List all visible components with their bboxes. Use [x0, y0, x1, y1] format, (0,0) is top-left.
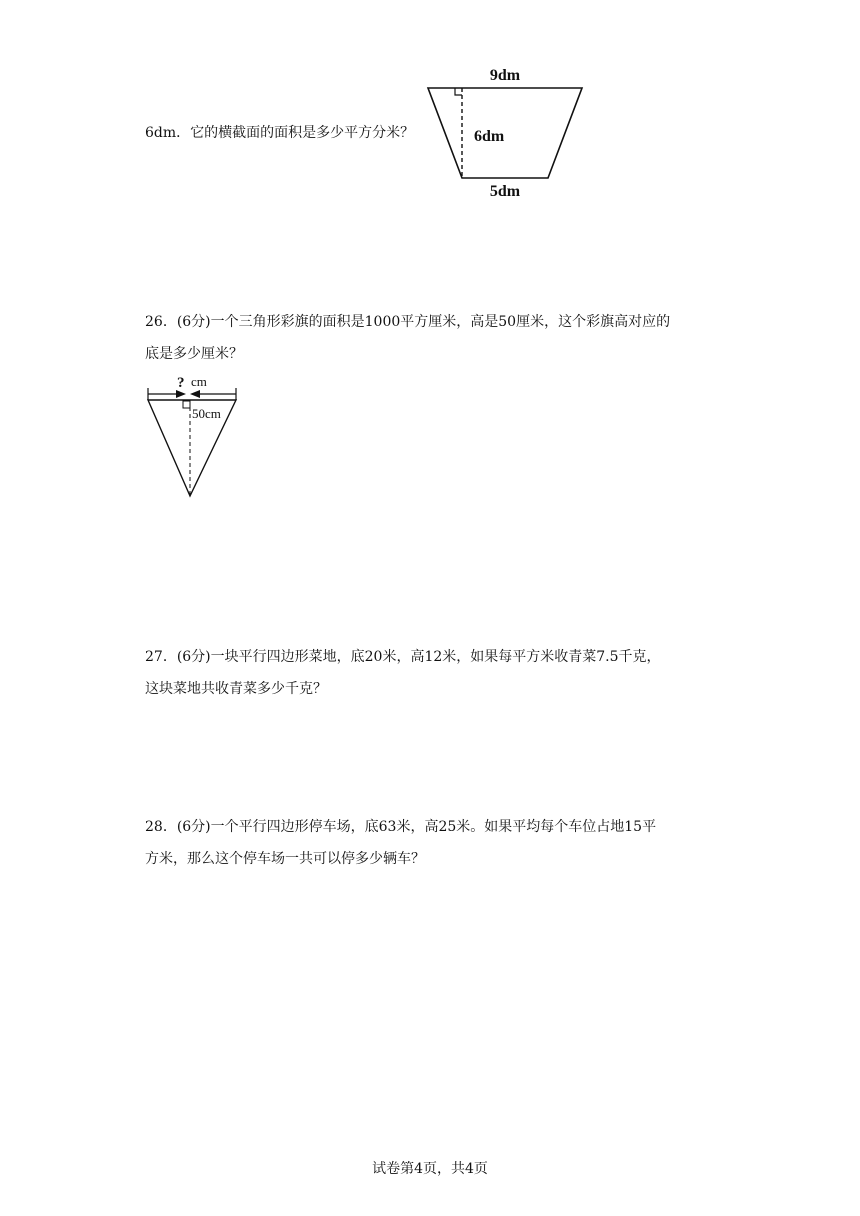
- unknown-base-mark: ?: [177, 375, 185, 391]
- question-28-line-2: 方米，那么这个停车场一共可以停多少辆车？: [145, 851, 425, 867]
- question-28-line-1: 28．(6分)一个平行四边形停车场，底63米，高25米。如果平均每个车位占地15平: [145, 819, 657, 835]
- question-26-line-1: 26．(6分)一个三角形彩旗的面积是1000平方厘米，高是50厘米，这个彩旗高对应的: [145, 314, 671, 330]
- triangle-flag-figure: [140, 370, 250, 505]
- question-27-line-1: 27．(6分)一块平行四边形菜地，底20米，高12米，如果每平方米收青菜7.5千克，: [145, 649, 661, 665]
- question-26-line-2: 底是多少厘米？: [145, 346, 243, 362]
- trapezoid-figure: [420, 62, 590, 202]
- trapezoid-top-label: 9dm: [489, 67, 521, 84]
- triangle-height-label: 50cm: [192, 406, 221, 421]
- unknown-base-unit: cm: [191, 374, 207, 389]
- question-25-text: 6dm．它的横截面的面积是多少平方分米？: [145, 125, 415, 141]
- question-27-line-2: 这块菜地共收青菜多少千克？: [145, 681, 327, 697]
- trapezoid-height-label: 6dm: [474, 128, 505, 145]
- page-footer: 试卷第4页，共4页: [372, 1161, 488, 1177]
- trapezoid-bottom-label: 5dm: [489, 183, 521, 200]
